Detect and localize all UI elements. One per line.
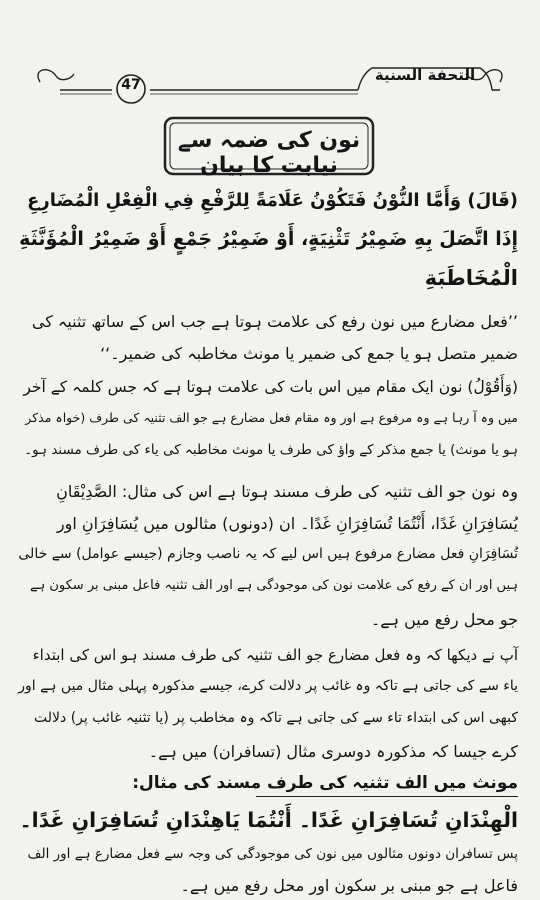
chapter-title: نون کی ضمہ سے نیابت کا بیان — [177, 128, 361, 178]
matn-line: الْمُخَاطَبَةِ — [424, 266, 518, 290]
paragraph-line: وہ نون جو الف تثنیہ کی طرف مسند ہوتا ہے اس کی مثال: الصَّدِيْقَانِ — [56, 482, 518, 501]
translation-line: ’’فعل مضارع میں نون رفع کی علامت ہوتا ہے جب اس کے ساتھ تثنیہ کی — [31, 312, 518, 331]
paragraph-line: میں وہ آ رہا ہے وہ مرفوع ہے اور وہ مقام فعل مضارع ہے جو الف تثنیہ کی طرف (خواہ مذکر — [25, 410, 518, 425]
matn-line: إِذَا اتَّصَلَ بِهِ ضَمِيْرُ تَثْنِيَةٍ، أَوْ ضَمِيْرُ جَمْعٍ أَوْ ضَمِيْرُ الْمُؤَنَّثَةِ — [19, 228, 518, 250]
page-number: 47 — [121, 77, 141, 93]
paragraph-line: یاء سے کی جاتی ہے تاکہ وہ غائب پر دلالت کرے، جیسے مذکورہ پہلی مثال میں ہے اور — [18, 678, 518, 694]
paragraph-line: کبھی اس کی ابتداء تاء سے کی جاتی ہے تاکہ وہ مخاطب پر (یا تثنیہ غائب پر) دلالت — [34, 710, 518, 726]
matn-line: (قَالَ) وَأَمَّا النُّوْنُ فَتَكُوْنُ عَلَامَةً لِلرَّفْعِ فِي الْفِعْلِ الْمُضَارِعِ — [27, 190, 518, 211]
paragraph-line: جو محل رفع میں ہے۔ — [370, 610, 518, 629]
paragraph-line: آپ نے دیکھا کہ وہ فعل مضارع جو الف تثنیہ کی طرف مسند ہو اس کی ابتداء — [32, 646, 518, 664]
paragraph-line: (وَأَقُوْلُ) نون ایک مقام میں اس بات کی علامت ہوتا ہے کہ جس کلمہ کے آخر — [23, 378, 518, 396]
paragraph-line: تُسَافِرَانِ فعل مضارع مرفوع ہیں اس لیے کہ یہ ناصب وجازم (جیسے عوامل) سے خالی — [18, 546, 518, 562]
paragraph-line: ہیں اور ان کے رفع کی علامت نون کی موجودگی ہے اور الف تثنیہ فاعل مبنی بر سکون ہے — [30, 578, 518, 593]
heading-underline — [256, 796, 518, 797]
paragraph-line: فاعل ہے جو مبنی بر سکون اور محل رفع میں ہے۔ — [180, 876, 518, 895]
paragraph-line: کرے جیسا کہ مذکورہ دوسری مثال (تسافران) میں ہے۔ — [148, 742, 518, 761]
paragraph-line: يُسَافِرَانِ غَدًا، أَنْتُمَا تُسَافِرَانِ غَدًا۔ ان (دونوں) مثالوں میں يُسَافِرَانِ اور — [56, 514, 518, 533]
paragraph-line: ہو یا مونث) یا جمع مذکر کے واؤ کی طرف یا مونث مخاطبہ کی یاء کی طرف مسند ہو۔ — [24, 442, 518, 458]
paragraph-line: پس تسافران دونوں مثالوں میں نون کی موجودگی کی وجہ سے فعل مضارع ہے اور الف — [27, 846, 518, 862]
translation-line: ضمیر متصل ہو یا جمع کی ضمیر یا مونث مخاطبہ کی ضمیر۔‘‘ — [100, 344, 518, 363]
book-title: التحفة السنية — [374, 66, 476, 84]
example-line: الْهِنْدَانِ تُسَافِرَانِ غَدًا۔ أَنْتُمَا يَاهِنْدَانِ تُسَافِرَانِ غَدًا۔ — [19, 808, 518, 832]
section-heading: مونث میں الف تثنیہ کی طرف مسند کی مثال: — [132, 773, 518, 793]
